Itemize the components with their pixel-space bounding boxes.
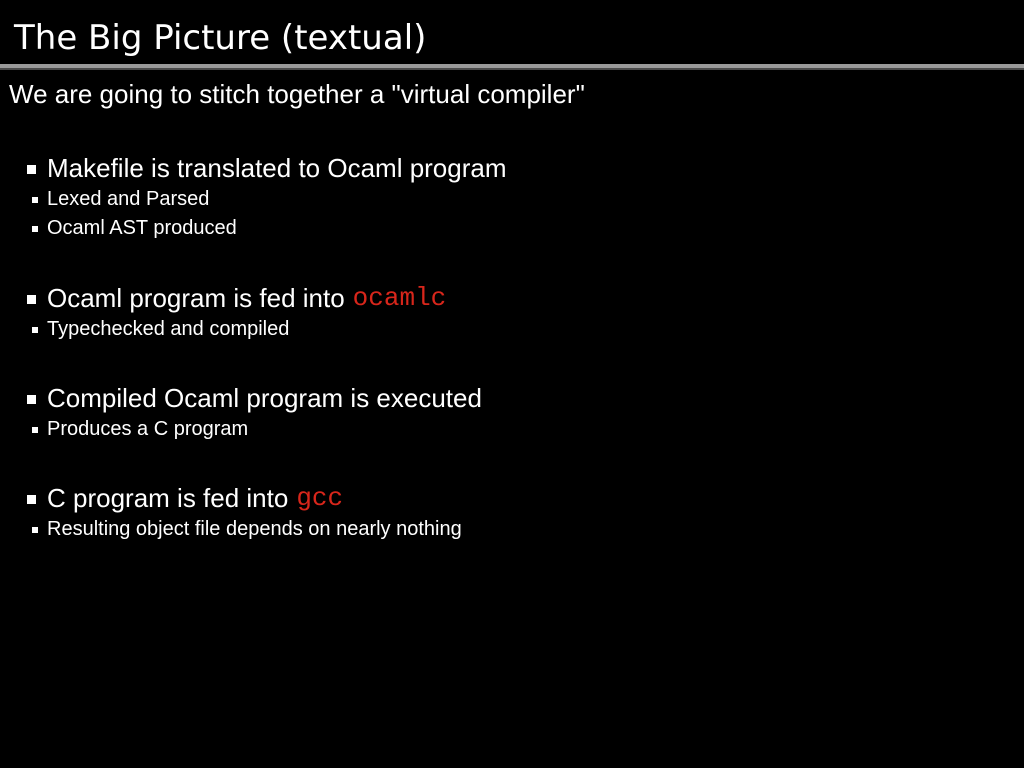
sub-bullet-item xyxy=(27,314,446,343)
sub-bullet-item xyxy=(27,184,507,213)
sub-bullet-text: Produces a C program xyxy=(47,417,249,440)
small-square-bullet-icon xyxy=(32,327,38,333)
square-bullet-icon xyxy=(27,165,36,174)
bullet-text: Compiled Ocaml program is executed xyxy=(47,383,482,413)
small-square-bullet-icon xyxy=(32,226,38,232)
title-divider-shadow xyxy=(0,68,1024,70)
sub-bullet-text: Resulting object file depends on nearly nothing xyxy=(47,517,462,540)
square-bullet-icon xyxy=(27,295,36,304)
bullet-text: C program is fed into xyxy=(47,483,289,513)
bullet-item xyxy=(27,152,507,184)
code-gcc: gcc xyxy=(296,483,344,513)
intro-text: We are going to stitch together a "virtual compiler" xyxy=(9,79,585,109)
bullet-group-ocamlc xyxy=(27,282,446,343)
bullet-text: Makefile is translated to Ocaml program xyxy=(47,153,507,183)
sub-bullet-item xyxy=(27,514,462,543)
bullet-item xyxy=(27,382,482,414)
slide-title: The Big Picture (textual) xyxy=(14,18,427,58)
square-bullet-icon xyxy=(27,395,36,404)
sub-bullet-text: Lexed and Parsed xyxy=(47,187,210,210)
small-square-bullet-icon xyxy=(32,527,38,533)
bullet-text: Ocaml program is fed into xyxy=(47,283,345,313)
small-square-bullet-icon xyxy=(32,197,38,203)
sub-bullet-text: Typechecked and compiled xyxy=(47,317,290,340)
bullet-item xyxy=(27,482,462,514)
small-square-bullet-icon xyxy=(32,427,38,433)
sub-bullet-text: Ocaml AST produced xyxy=(47,216,237,239)
bullet-group-makefile xyxy=(27,152,507,242)
code-ocamlc: ocamlc xyxy=(352,283,447,313)
bullet-group-gcc xyxy=(27,482,462,543)
bullet-item xyxy=(27,282,446,314)
sub-bullet-item xyxy=(27,414,482,443)
sub-bullet-item xyxy=(27,213,507,242)
square-bullet-icon xyxy=(27,495,36,504)
bullet-group-execute xyxy=(27,382,482,443)
